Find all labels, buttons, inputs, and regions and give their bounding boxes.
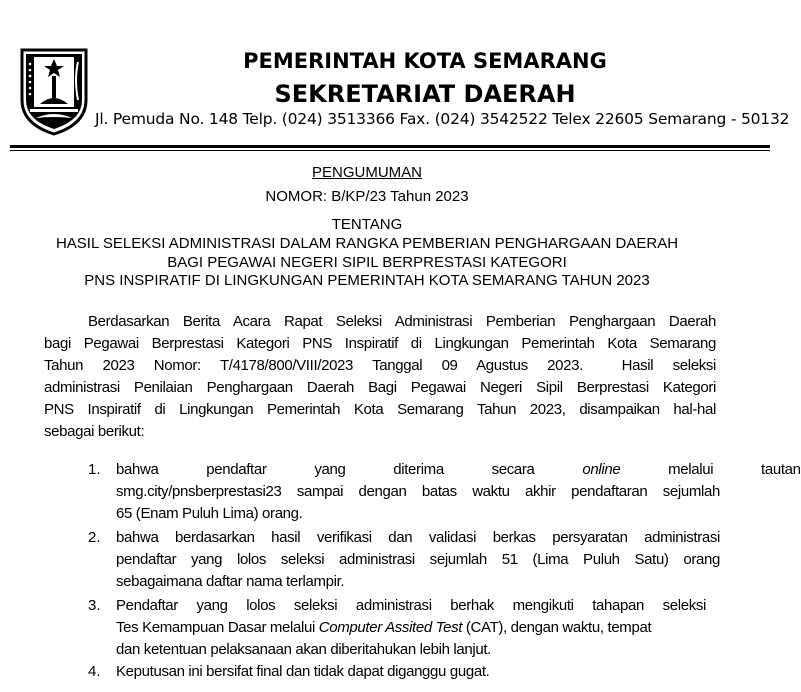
announcement-subject-line: BAGI PEGAWAI NEGERI SIPIL BERPRESTASI KATEGORI: [167, 254, 567, 271]
body-line: administrasi Penilaian Penghargaan Daerah Bagi Pegawai Negeri Sipil Berprestasi Kategori: [44, 379, 716, 396]
header-office-name: SEKRETARIAT DAERAH: [274, 80, 576, 108]
header-address: Jl. Pemuda No. 148 Telp. (024) 3513366 Fax. (024) 3542522 Telex 22605 Semarang - 50132: [95, 110, 790, 128]
list-text-italic: Computer Assited Test: [318, 619, 463, 636]
announcement-subject-line: HASIL SELEKSI ADMINISTRASI DALAM RANGKA PEMBERIAN PENGHARGAAN DAERAH: [55, 235, 679, 252]
announcement-subject-line: PNS INSPIRATIF DI LINGKUNGAN PEMERINTAH KOTA SEMARANG TAHUN 2023: [84, 272, 650, 289]
list-line: sebagaimana daftar nama terlampir.: [116, 573, 345, 590]
list-text: (CAT), dengan waktu, tempat: [462, 619, 652, 636]
list-line: Keputusan ini bersifat final dan tidak dapat diganggu gugat.: [116, 663, 490, 680]
body-line: bagi Pegawai Berprestasi Kategori PNS Inspiratif di Lingkungan Pemerintah Kota Semarang: [44, 335, 716, 352]
body-line: sebagai berikut:: [44, 423, 145, 440]
body-line: Tahun 2023 Nomor: T/4178/800/VIII/2023 Tanggal 09 Agustus 2023. Hasil seleksi: [44, 357, 716, 374]
announcement-title: PENGUMUMAN: [311, 164, 422, 181]
list-line: [116, 619, 720, 636]
list-line: pendaftar yang lolos seleksi administrasi sejumlah 51 (Lima Puluh Satu) orang: [116, 551, 720, 568]
list-number: 1.: [88, 461, 101, 478]
body-line: Berdasarkan Berita Acara Rapat Seleksi Administrasi Pemberian Penghargaan Daerah: [88, 313, 716, 330]
list-number: 2.: [88, 529, 101, 546]
list-line: bahwa berdasarkan hasil verifikasi dan validasi berkas persyaratan administrasi: [116, 529, 720, 546]
list-line: [116, 461, 801, 478]
announcement-number: NOMOR: B/KP/23 Tahun 2023: [265, 188, 469, 205]
list-line: smg.city/pnsberprestasi23 sampai dengan batas waktu akhir pendaftaran sejumlah: [116, 483, 720, 500]
list-text-italic: online: [582, 461, 621, 478]
list-number: 3.: [88, 597, 101, 614]
list-text: melalui tautan: [620, 461, 801, 478]
header-divider: [10, 145, 770, 148]
list-line: dan ketentuan pelaksanaan akan diberitahukan lebih lanjut.: [116, 641, 492, 658]
header-divider-thin: [10, 150, 770, 151]
list-line: Pendaftar yang lolos seleksi administrasi berhak mengikuti tahapan seleksi: [116, 597, 706, 614]
list-text: bahwa pendaftar yang diterima secara: [116, 461, 583, 478]
announcement-about: TENTANG: [331, 216, 403, 233]
header-government-name: PEMERINTAH KOTA SEMARANG: [243, 49, 607, 73]
semarang-coat-of-arms-logo: [20, 48, 88, 136]
body-line: PNS Inspiratif di Lingkungan Pemerintah Kota Semarang Tahun 2023, disampaikan hal-hal: [44, 401, 716, 418]
list-number: 4.: [88, 663, 101, 680]
list-text: Tes Kemampuan Dasar melalui: [116, 619, 319, 636]
list-line: 65 (Enam Puluh Lima) orang.: [116, 505, 303, 522]
